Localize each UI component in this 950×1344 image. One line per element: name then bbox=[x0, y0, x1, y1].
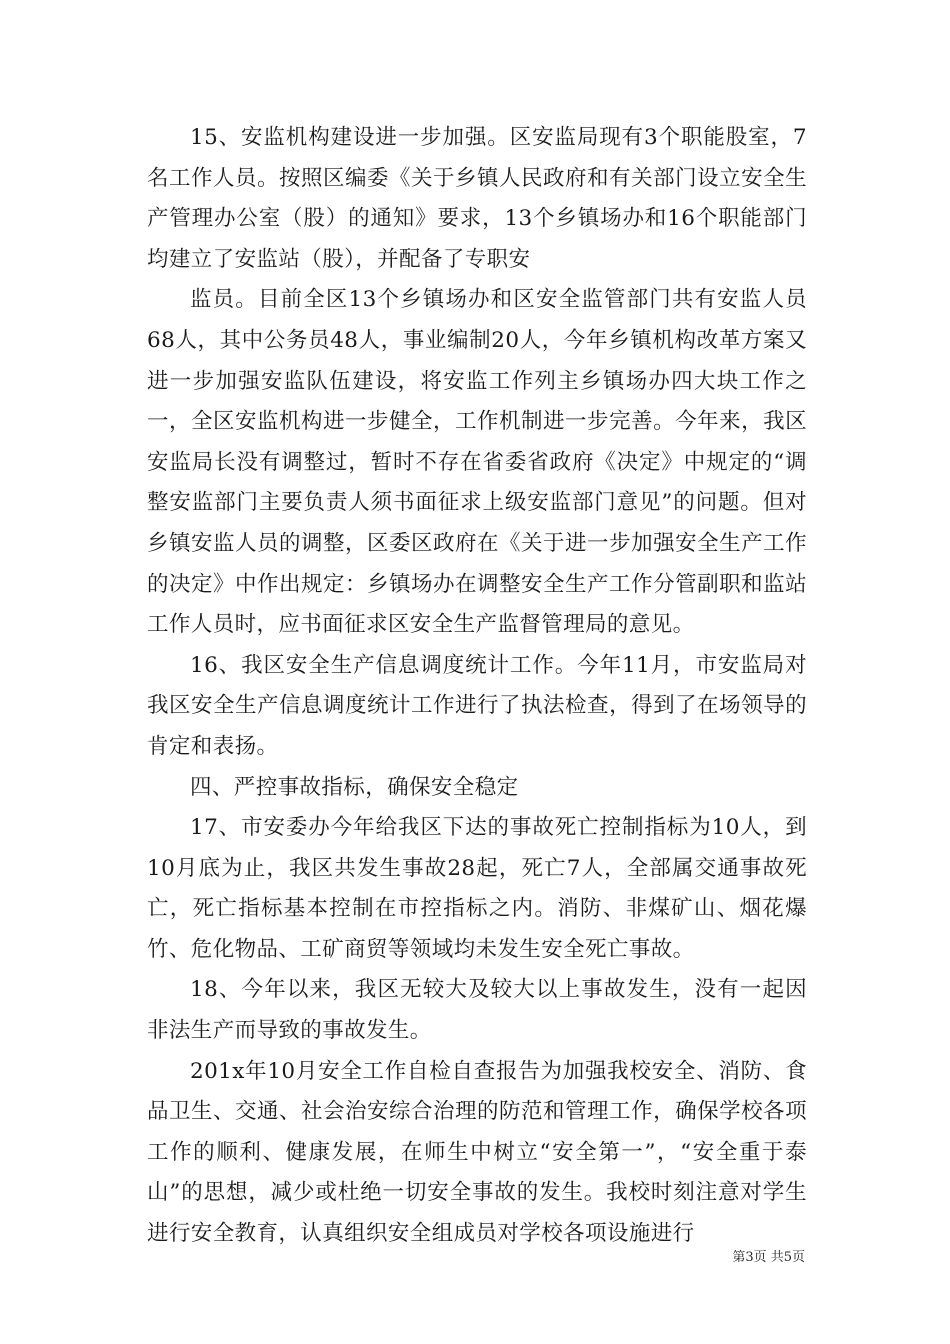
paragraph-18: 18、今年以来，我区无较大及较大以上事故发生，没有一起因非法生产而导致的事故发生。 bbox=[147, 977, 807, 1044]
paragraph-school-report: 201x年10月安全工作自检自查报告为加强我校安全、消防、食品卫生、交通、社会治安综合治理的防范和管理工作，确保学校各项工作的顺利、健康发展，在师生中树立“安全第一”，“安全重于泰山”的思想，减少或杜绝一切安全事故的发生。我校时刻注意对学生进行安全教育，认真组织安全组成员对学校各项设施进行 bbox=[147, 1058, 807, 1247]
page-number: 第3页 共5页 bbox=[732, 1250, 805, 1265]
paragraph-16: 16、我区安全生产信息调度统计工作。今年11月，市安监局对我区安全生产信息调度统计工作进行了执法检查，得到了在场领导的肯定和表扬。 bbox=[147, 652, 807, 759]
section-heading-4: 四、严控事故指标，确保安全稳定 bbox=[190, 774, 519, 800]
document-body bbox=[147, 118, 807, 1255]
paragraph-15-continued: 监员。目前全区13个乡镇场办和区安全监管部门共有安监人员68人，其中公务员48人，事业编制20人，今年乡镇机构改革方案又进一步加强安监队伍建设，将安监工作列主乡镇场办四大块工作之一，全区安监机构进一步健全，工作机制进一步完善。今年来，我区安监局长没有调整过，暂时不存在省委省政府《决定》中规定的“调整安监部门主要负责人须书面征求上级安监部门意见”的问题。但对乡镇安监人员的调整，区委区政府在《关于进一步加强安全生产工作的决定》中作出规定：乡镇场办在调整安全生产工作分管副职和监站工作人员时，应书面征求区安全生产监督管理局的意见。 bbox=[147, 287, 807, 638]
paragraph-15: 15、安监机构建设进一步加强。区安监局现有3个职能股室，7名工作人员。按照区编委《关于乡镇人民政府和有关部门设立安全生产管理办公室（股）的通知》要求，13个乡镇场办和16个职能部门均建立了安监站（股），并配备了专职安 bbox=[147, 125, 807, 272]
paragraph-17: 17、市安委办今年给我区下达的事故死亡控制指标为10人，到10月底为止，我区共发生事故28起，死亡7人，全部属交通事故死亡，死亡指标基本控制在市控指标之内。消防、非煤矿山、烟花爆竹、危化物品、工矿商贸等领域均未发生安全死亡事故。 bbox=[147, 815, 807, 962]
